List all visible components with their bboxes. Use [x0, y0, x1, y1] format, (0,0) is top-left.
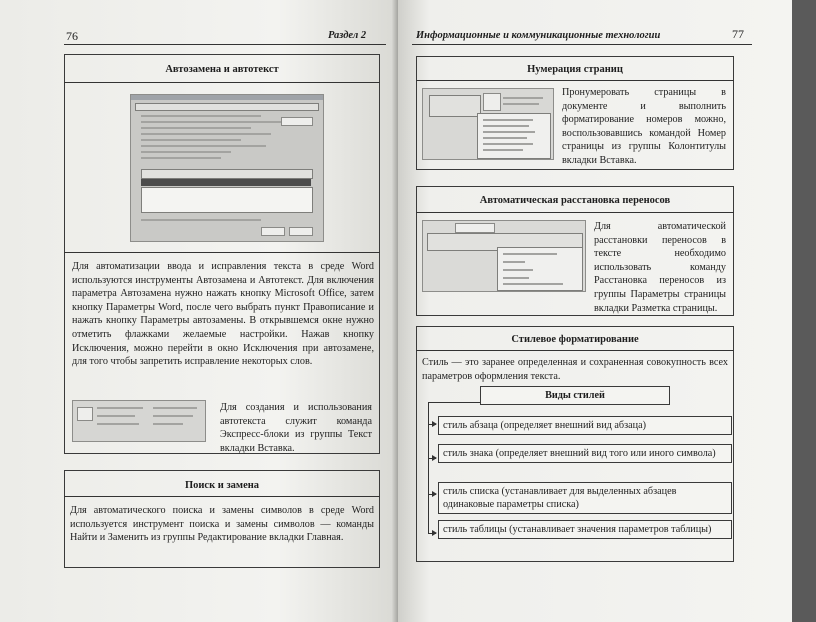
header-rule: [412, 44, 752, 45]
title-rule: [416, 80, 734, 81]
title-rule: [416, 350, 734, 351]
autocorrect-dialog-screenshot: [130, 94, 324, 242]
style-types-title: Виды стилей: [480, 386, 670, 405]
arrow-icon: [428, 458, 436, 459]
style-type-item: стиль знака (определяет внешний вид того или иного символа): [438, 444, 732, 463]
page-numbering-paragraph: Пронумеровать страницы в документе и выполнить форматирование номеров можно, воспользовавшись командой Номер страницы из группы Колонтитулы вкладки Вставка.: [562, 87, 726, 166]
arrow-icon: [428, 424, 436, 425]
right-page: [398, 0, 792, 622]
title-rule: [64, 82, 380, 83]
header-rule: [64, 44, 386, 45]
search-replace-title: Поиск и замена: [184, 480, 260, 491]
title-rule: [416, 212, 734, 213]
search-replace-paragraph: Для автоматического поиска и замены символов в среде Word используется инструмент поиска и замены символов — команды Найти и Заменить из группы Редактирование вкладки Главная.: [70, 505, 374, 544]
style-types-connector: [428, 402, 429, 534]
style-type-item: стиль списка (устанавливает для выделенных абзацев одинаковые параметры списка): [438, 482, 732, 514]
autocorrect-title: Автозамена и автотекст: [165, 64, 279, 75]
page-edge: [792, 0, 816, 622]
style-types-connector: [428, 402, 480, 403]
running-head: Информационные и коммуникационные технологии: [416, 30, 661, 41]
autotext-paragraph: Для создания и использования автотекста служит команда Экспресс-блоки из группы Текст вкладки Вставка.: [220, 402, 372, 454]
page-numbering-title: Нумерация страниц: [527, 64, 623, 75]
hyphenation-paragraph: Для автоматической расстановки переносов в тексте необходимо использовать команду Расстановка переносов из группы Параметры страницы вкладки Разметка страницы.: [594, 221, 726, 314]
page-number-menu-screenshot: [422, 88, 554, 160]
hyphenation-menu-screenshot: [422, 220, 586, 292]
page-number: 76: [66, 29, 78, 43]
hyphenation-title: Автоматическая расстановка переносов: [479, 195, 671, 206]
style-definition: Стиль — это заранее определенная и сохраненная совокупность всех параметров оформления текста.: [422, 357, 728, 382]
quick-parts-screenshot: [72, 400, 206, 442]
title-rule: [64, 496, 380, 497]
arrow-icon: [428, 533, 436, 534]
page-number: 77: [732, 27, 744, 41]
autocorrect-paragraph: Для автоматизации ввода и исправления текста в среде Word используются инструменты Автозамена и Автотекст. Для включения параметра Автозамена нужно нажать кнопку Microsoft Office, затем кнопку Параметры Word, после чего выбрать пункт Правописание и нажать кнопку Параметры автозамены. В открывшемся окне нужно отметить флажками желаемые настройки. Нажав кнопку Исключения, можно перейти в окно Исключения при автозамене, для того чтобы запретить исправление некоторых слов.: [72, 261, 374, 368]
arrow-icon: [428, 494, 436, 495]
left-page: [0, 0, 398, 622]
running-head: Раздел 2: [328, 30, 367, 41]
style-type-item: стиль абзаца (определяет внешний вид абзаца): [438, 416, 732, 435]
style-type-item: стиль таблицы (устанавливает значения параметров таблицы): [438, 520, 732, 539]
screenshot-rule: [64, 252, 380, 253]
styles-title: Стилевое форматирование: [511, 334, 639, 345]
